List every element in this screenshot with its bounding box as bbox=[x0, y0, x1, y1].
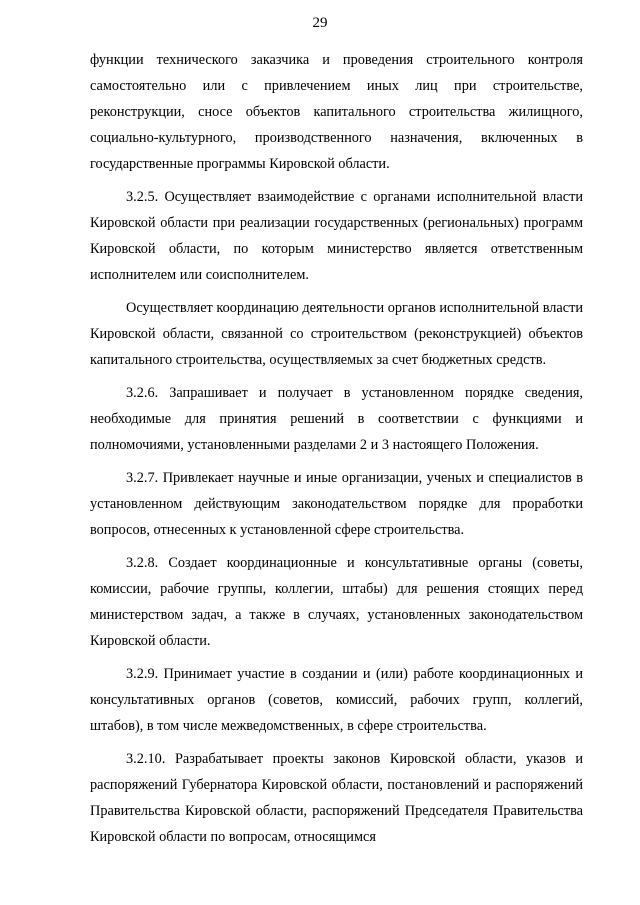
paragraph-3-2-6: 3.2.6. Запрашивает и получает в установленном порядке сведения, необходимые для принятия решений в соответствии с функциями и полномочиями, установленными разделами 2 и 3 настоящего Положения. bbox=[90, 385, 583, 453]
page-number: 29 bbox=[312, 15, 328, 31]
paragraph-3-2-9: 3.2.9. Принимает участие в создании и (или) работе координационных и консультативных органов (советов, комиссий, рабочих групп, коллегий, штабов), в том числе межведомственных, в сфере строительства. bbox=[90, 666, 583, 734]
paragraph-continuation: функции технического заказчика и проведения строительного контроля самостоятельно или с привлечением иных лиц при строительстве, реконструкции, сносе объектов капитального строительства жилищного, социально-культурного, производственного назначения, включенных в государственные программы Кировской области. bbox=[90, 52, 583, 172]
document-body bbox=[90, 47, 583, 850]
paragraph-3-2-7: 3.2.7. Привлекает научные и иные организации, ученых и специалистов в установленном действующим законодательством порядке для проработки вопросов, отнесенных к установленной сфере строительства. bbox=[90, 470, 583, 538]
paragraph-3-2-10: 3.2.10. Разрабатывает проекты законов Кировской области, указов и распоряжений Губернатора Кировской области, постановлений и распоряжений Правительства Кировской области, распоряжений Председателя Правительства Кировской области по вопросам, относящимся bbox=[90, 751, 583, 845]
paragraph-coordination: Осуществляет координацию деятельности органов исполнительной власти Кировской области, связанной со строительством (реконструкцией) объектов капитального строительства, осуществляемых за счет бюджетных средств. bbox=[90, 300, 583, 368]
paragraph-3-2-8: 3.2.8. Создает координационные и консультативные органы (советы, комиссии, рабочие группы, коллегии, штабы) для решения стоящих перед министерством задач, а также в случаях, установленных законодательством Кировской области. bbox=[90, 555, 583, 649]
paragraph-3-2-5: 3.2.5. Осуществляет взаимодействие с органами исполнительной власти Кировской области при реализации государственных (региональных) программ Кировской области, по которым министерство является ответственным исполнителем или соисполнителем. bbox=[90, 189, 583, 283]
